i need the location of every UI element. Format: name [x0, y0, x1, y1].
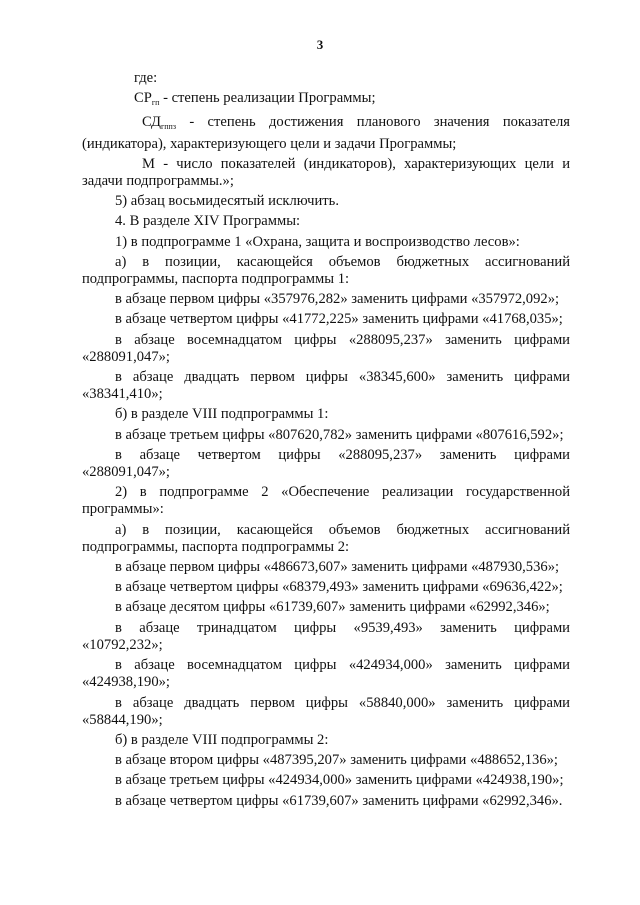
paragraph: в абзаце четвертом цифры «68379,493» заменить цифрами «69636,422»; — [115, 579, 563, 596]
paragraph: в абзаце тринадцатом цифры «9539,493» заменить цифрами «10792,232»; — [82, 619, 570, 653]
paragraph: в абзаце третьем цифры «807620,782» заменить цифрами «807616,592»; — [115, 426, 564, 443]
definition-sd — [82, 114, 570, 152]
paragraph: в абзаце восемнадцатом цифры «288095,237» заменить цифрами «288091,047»; — [82, 331, 570, 365]
paragraph: в абзаце втором цифры «487395,207» заменить цифрами «488652,136»; — [115, 752, 558, 769]
document-body — [82, 70, 570, 810]
paragraph: в абзаце двадцать первом цифры «38345,600» заменить цифрами «38341,410»; — [82, 369, 570, 403]
paragraph: а) в позиции, касающейся объемов бюджетных ассигнований подпрограммы, паспорта подпрограммы 2: — [82, 521, 570, 555]
paragraph: в абзаце четвертом цифры «61739,607» заменить цифрами «62992,346». — [115, 792, 563, 809]
definition-symbol: СД — [142, 114, 161, 131]
paragraph: в абзаце первом цифры «486673,607» заменить цифрами «487930,536»; — [115, 559, 560, 576]
definition-symbol: СР — [134, 90, 152, 107]
definition-m: М - число показателей (индикаторов), характеризующих цели и задачи подпрограммы.»; — [82, 155, 570, 190]
paragraph: в абзаце двадцать первом цифры «58840,000» заменить цифрами «58844,190»; — [82, 694, 570, 728]
where-label: где: — [134, 70, 158, 86]
paragraph: а) в позиции, касающейся объемов бюджетных ассигнований подпрограммы, паспорта подпрограммы 1: — [82, 253, 570, 288]
paragraph: в абзаце четвертом цифры «288095,237» заменить цифрами «288091,047»; — [82, 446, 570, 481]
paragraph: б) в разделе VIII подпрограммы 2: — [115, 731, 329, 748]
paragraph: 4. В разделе XIV Программы: — [115, 213, 301, 230]
paragraph: в абзаце третьем цифры «424934,000» заменить цифрами «424938,190»; — [115, 772, 564, 789]
page-number: 3 — [316, 37, 324, 52]
definition-subscript: гп — [151, 98, 160, 108]
paragraph: 5) абзац восьмидесятый исключить. — [115, 193, 339, 210]
paragraph: в абзаце первом цифры «357976,282» заменить цифрами «357972,092»; — [115, 291, 560, 308]
paragraph: в абзаце восемнадцатом цифры «424934,000» заменить цифрами «424938,190»; — [82, 657, 570, 691]
amendment-list — [82, 193, 570, 810]
paragraph: 1) в подпрограмме 1 «Охрана, защита и воспроизводство лесов»: — [115, 233, 520, 250]
definition-text: - степень реализации Программы; — [159, 90, 376, 107]
paragraph: 2) в подпрограмме 2 «Обеспечение реализации государственной программы»: — [82, 484, 570, 518]
paragraph: в абзаце десятом цифры «61739,607» заменить цифрами «62992,346»; — [115, 599, 550, 616]
definition-sr — [82, 90, 570, 111]
paragraph: б) в разделе VIII подпрограммы 1: — [115, 406, 329, 423]
definition-subscript: гппз — [160, 122, 176, 132]
definition-text: - степень достижения планового значения показателя (индикатора), характеризующего цели и задачи Программы; — [82, 114, 570, 152]
paragraph: в абзаце четвертом цифры «41772,225» заменить цифрами «41768,035»; — [115, 311, 563, 328]
